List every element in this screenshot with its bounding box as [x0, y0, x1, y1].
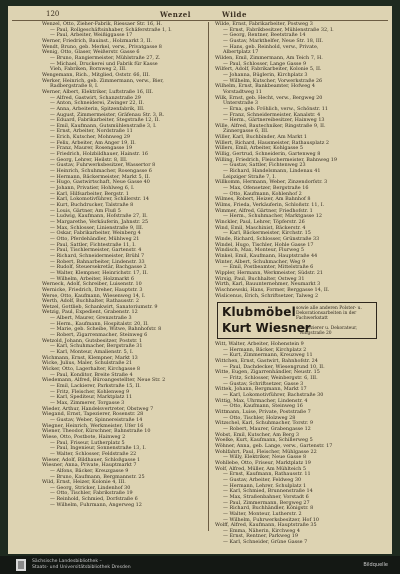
- directory-entry: Wilk, Ernst, geb. Hecht, verw., Bergweg 20: [215, 94, 323, 101]
- directory-entry: — Felix, Arbeiter, Am Anger 19, II.: [50, 139, 136, 146]
- directory-entry: — Gustav, Schriftsetzer, Gasse 3: [223, 380, 304, 387]
- directory-entry: Winckler, Paul, Lehrer, Töpferstr. 26: [215, 218, 305, 225]
- footer-text: [32, 559, 131, 570]
- directory-entry: — Alfons, Bäcker, Kreuzgasse 9: [50, 467, 129, 474]
- directory-entry: — Albert, Maurer, Grenzstraße 3: [50, 315, 132, 322]
- directory-entry: Wicke, Julius, Maler, Schulstraße 21: [42, 360, 133, 367]
- directory-entry: — Gustav, Sattler, Fichtenweg 23: [223, 162, 306, 169]
- footer-line1: Sächsische Landesbibliothek –: [32, 559, 102, 564]
- directory-entry: — Hermann, Bäckermeister, Markt 5, II.: [50, 173, 151, 180]
- directory-entry: — Bruno, Kaufmann, Bergmannstr. 25: [50, 473, 145, 480]
- directory-entry: Wilden, Emil, Zimmermann, Am Teich 7, H.: [215, 54, 323, 61]
- directory-entry: Willkomm, Hermann, Weber, Zinzendorfstr. 3: [215, 179, 328, 186]
- directory-entry: — Reinhold, Schmied, Dorfstraße 6: [50, 496, 138, 503]
- directory-entry: — Gustav, Arbeiter, Feldweg 30: [223, 476, 302, 483]
- directory-entry: Willer, Karl, Buchbinder, Am Markt 1: [215, 134, 308, 141]
- directory-entry: Wenig, Otto, Glaser, Weißerstr. Gasse 6: [42, 49, 140, 56]
- directory-entry: Willert, Richard, Hausmeister, Rathausplatz 2: [215, 139, 330, 146]
- right-column-top-entries: [215, 22, 377, 299]
- directory-entry: Wendt, Bruno, geb. Merkel, verw., Privatgasse 8: [42, 43, 162, 50]
- directory-entry: — Max, Zimmerer, Torgasse 3: [50, 399, 125, 406]
- directory-entry: Radbergstraße 8, I.: [50, 83, 99, 90]
- directory-entry: — Alfred, Gastwirt, Schanzstraße 29: [50, 94, 141, 101]
- directory-entry: Wicker, Otto, Lagerhalter, Kirchgasse 8: [42, 366, 140, 373]
- directory-entry: — Richard, Schneidermeister, Brühl 7: [50, 252, 145, 259]
- directory-entry: Willers, Emil, Arbeiter, Kohlgasse 5: [215, 145, 303, 152]
- directory-entry: — Herm., Schuhmacher, Marktgasse 12: [223, 213, 322, 220]
- directory-entry: Woelke, Kurt, Kaufmann, Schillerweg 5: [215, 437, 313, 444]
- directory-entry: Wöhner, Anna, geb. Lange, verw., Gartenstr. 17: [215, 442, 333, 449]
- directory-entry: — Otto, Kaufmann, Steinweg 16: [223, 403, 303, 410]
- directory-entry: — Georg, Lehrer, Heilstr. 8, III.: [50, 156, 128, 163]
- directory-entry: Wittek, Johann, Bergmann, Markt 17: [215, 386, 307, 393]
- directory-entry: Wiese, Otto, Postbote, Hainweg 2: [42, 433, 126, 440]
- directory-entry: Wernicke, Friedrich, Dreher, Hauptstr. 3: [42, 286, 143, 293]
- directory-entry: — Hermann, Lehrer, Schulplatz 1: [223, 482, 307, 489]
- directory-entry: Wichmann, Ernst, Klempner, Markt 13: [42, 354, 138, 361]
- directory-entry: — Paul, Konditor, Breite Straße 4: [50, 371, 133, 378]
- directory-entry: Witzschel, Karl, Schuhmacher, Torstr. 9: [215, 420, 314, 427]
- directory-entry: — Herm., Kaufmann, Hospitalstr. 20, II.: [50, 320, 149, 327]
- directory-entry: — Ernst, Arbeiter, Nordstraße 11: [50, 128, 133, 135]
- directory-entry: — Wilhelm, Fuhrwerksbesitzer, Hof 10: [223, 516, 320, 523]
- directory-entry: — Paul, Sattler, Fichtestraße 11, I.: [50, 241, 136, 248]
- directory-entry: Werneck, Adolf, Schreiber, Luisenstr. 10: [42, 281, 142, 288]
- directory-entry: Wieser, Adolf, Bildhauer, Schloßgasse 1: [42, 456, 141, 463]
- directory-entry: — Georg, Rentner, Beetstraße 14: [223, 32, 306, 39]
- directory-entry: — Karl, Schneider, Grüne Gasse 7: [223, 539, 308, 546]
- directory-entry: Wetzig, Paul, Expedient, Grabenstr. 12: [42, 309, 138, 316]
- directory-entry: — Anton, Schneiderei, Zwinger 22, II.: [50, 100, 145, 107]
- directory-entry: Vieh, Fabriken, Bornweg 2, III.: [50, 66, 127, 73]
- directory-entry: Wille, Alfred, Bautechniker, Ringstraße 9, II.: [215, 122, 326, 129]
- library-logo-icon: [16, 559, 26, 571]
- running-header: [12, 9, 388, 21]
- directory-entry: Witt, Walter, Arbeiter, Hohenstein 9: [215, 341, 304, 348]
- directory-entry: — Robert, Bahnarbeiter, Lindenstr. 33: [50, 258, 145, 265]
- directory-entry: — Karl, Lokomotivführer, Bachstraße 30: [223, 392, 324, 399]
- directory-entry: Wittchen, Ernst, Gastwirt, Bahnhofstr. 24: [215, 358, 318, 365]
- directory-entry: Leipziger Straße 7, I.: [223, 173, 276, 180]
- directory-entry: — Walter, Monteur, Lutherstr. 2: [223, 510, 302, 517]
- directory-entry: Wittig, Max, Uhrmacher, Lindenstr. 4: [215, 397, 308, 404]
- right-column-bottom-entries: [215, 342, 377, 546]
- directory-entry: — Eduard, Fabrikarbeiter, Stegstraße 12, II.: [50, 117, 160, 124]
- directory-entry: — Wilhelm, Kutscher, Vorwerkstraße 26: [223, 77, 323, 84]
- directory-entry: — Ernst, Rentner, Parkweg 19: [223, 533, 299, 540]
- directory-entry: — Johann, Privatier, Hohlweg 6, I.: [50, 185, 135, 192]
- directory-entry: — Kurt, Zimmermann, Kreuzweg 11: [223, 352, 313, 359]
- directory-entry: Wiegand, Ernst, Tapezierer, Rosenstr. 28: [42, 411, 144, 418]
- ad-brand-line2: Kurt Wiesner: [222, 321, 311, 336]
- directory-entry: Windel, Hugo, Tischler, Hohle Gasse 17: [215, 241, 314, 248]
- directory-entry: Wind, Emil, Maschinist, Bäckerstr. 4: [215, 224, 306, 231]
- directory-entry: — Margarethe, Verkäuferin, Jahnstr. 25: [50, 218, 149, 225]
- directory-entry: Albertplatz 17: [223, 49, 259, 56]
- directory-entry: Wenzel, Otto, Zieher-Fabrik, Riessaer Str. 16, H.: [42, 21, 163, 27]
- directory-entry: — Fritz, Schlosser, Weinbergstr. 6, III.: [223, 375, 318, 382]
- directory-entry: Werner, Albert, Elektriker, Luftstraße 16, III.: [42, 88, 154, 95]
- directory-entry: Wetzold, Johann, Gutsbesitzer, Poststr. 1: [42, 337, 143, 344]
- directory-entry: — Emil, Kaufmann, Gutsmühlenstraße 3, I.: [50, 122, 157, 129]
- directory-entry: Witte, Eugen, Zigarrenhändler, Neustr. 15: [215, 369, 320, 376]
- directory-entry: — Willy, Elektriker, Neue Gasse 8: [223, 454, 307, 461]
- directory-entry: — Heinrich, Schuhmacher, Rosengasse 6: [50, 168, 152, 175]
- directory-entry: Wilmes, Robert, Heizer, Am Bahnhof 8: [215, 196, 311, 203]
- directory-entry: — Ernst, Fabrikbesitzer, Mühlenstraße 32, I.: [223, 26, 334, 33]
- directory-entry: Werner, Friedrich, Bauinst., Holzmarkt 3, II.: [42, 37, 152, 44]
- directory-entry: — Kurt, Buchdrucker, Talstraße 8: [50, 202, 134, 208]
- directory-entry: — Paul, Rollgeschäftsinhaber, Schäferstraße 1, I.: [50, 26, 172, 33]
- directory-page: [8, 6, 392, 554]
- directory-entry: Wild, Ernst, Heizer, Kolonie 4, III.: [42, 479, 126, 486]
- directory-entry: — Max, Ofensetzer, Bergstraße 16: [223, 185, 309, 192]
- directory-entry: — Emil, Postbeamter, Mittelstraße 6: [223, 264, 314, 271]
- directory-entry: — Fritz, Fleischer, Kohlenweg 9: [50, 388, 130, 395]
- directory-entry: — Louis, Gärtner, Am Fluß 5: [50, 207, 121, 214]
- directory-entry: — Richard, Handelsmann, Lindenau 41: [223, 168, 321, 175]
- directory-entry: Willig, Gertrud, Schneiderin, Gartenweg 8: [215, 151, 321, 158]
- directory-entry: — Michael, Druckerei und Fabrik für Kasse: [50, 60, 158, 67]
- directory-entry: — Wilhelm, Arbeiter, Holzmarkt 6: [50, 275, 134, 282]
- directory-entry: Werth, Adolf, Buchhalter, Rathausstr. 2: [42, 298, 139, 305]
- directory-entry: Wiegner, Heinrich, Werkmeister, Ufer 16: [42, 422, 144, 429]
- directory-entry: — Paul, Friseur, Lutherplatz 5: [50, 439, 125, 446]
- directory-entry: Wischnewski, Hans, Former, Berggasse 14, II.: [215, 286, 330, 293]
- right-catchword: Wilde: [222, 10, 247, 19]
- directory-entry: Windisch, Max, Monteur, Flurweg 5: [215, 247, 304, 254]
- directory-entry: — Emma, Näherin, Kirchweg 4: [223, 527, 301, 534]
- ad-brand-line1: Klubmöbel: [222, 305, 296, 320]
- directory-entry: — Robert, Maurer, Grabengasse 12: [223, 426, 311, 432]
- advertisement-box: [217, 302, 377, 339]
- directory-entry: Wieder, Arthur, Handelsvertreter, Obstweg 7: [42, 405, 154, 412]
- ad-tagline: sowie alle anderen Polster- u. Dekorationsarbeiten in der Fachwerkstatt: [296, 306, 362, 322]
- directory-entry: — Paul, Dachdecker, Wiesengrund 10, II.: [223, 363, 325, 370]
- footer-line2: Staats- und Universitätsbibliothek Dresden: [32, 564, 131, 570]
- directory-entry: Wilhelm, Ernst, Bankbeamter, Hofweg 4: [215, 83, 315, 90]
- directory-entry: Wiener, Theodor, Kürschner, Bahnstraße 10: [42, 428, 151, 435]
- directory-entry: Wohllebe, Otto, Friseur, Marktplatz 19: [215, 459, 311, 466]
- directory-entry: — Otto, Pferdehändler, Mühlweg 21: [50, 235, 140, 242]
- directory-entry: — Paul, Arbeiter, Weißiggasse 17: [50, 32, 133, 39]
- directory-entry: — Paul, Ingenieur, Sonnenstraße 13, I.: [50, 445, 146, 452]
- directory-entry: Wiesner, Anna, Private, Hauptmarkt 7: [42, 462, 137, 469]
- directory-entry: — Gustav, Fuhrwerksbesitzer, Wassertor 8: [50, 162, 156, 169]
- page-number: 120: [46, 10, 60, 18]
- directory-entry: — Karl, Hilfsarbeiter, Bergstr. 1: [50, 190, 129, 197]
- directory-entry: — Emil, Lackierer, Parkstraße 15, II.: [50, 383, 141, 389]
- directory-entry: — August, Zimmermeister, Gräfenau Str. 3, R.: [50, 111, 165, 118]
- directory-entry: Wittmann, Luise, Private, Poststraße 7: [215, 409, 311, 416]
- directory-entry: — Erna, geb. Fröhlich, verw., Schönstr. 11: [223, 105, 328, 112]
- directory-entry: — Otto, Tischler, Holzweg 28: [223, 414, 296, 421]
- directory-entry: — Gustav, Weber, Spinnereistraße 14: [50, 416, 143, 423]
- directory-entry: — Karl, Schuhmacher, Bergstraße 31: [50, 343, 143, 350]
- directory-entry: — Paul, Zimmermann, Bergweg 27: [223, 499, 310, 506]
- directory-entry: — Erich, Kutscher, Mohnweg 29: [50, 134, 131, 141]
- directory-entry: Willing, Friedrich, Fleischermeister, Bahnweg 19: [215, 156, 338, 163]
- directory-entry: — Georg, Stricker, Lindenhof 30: [50, 484, 131, 491]
- directory-entry: Wippler, Hermann, Werkmeister, Südstr. 21: [215, 269, 324, 276]
- directory-entry: — Oskar, Fabrikarbeiter, Weinberg 4: [50, 230, 141, 237]
- directory-entry: — Bruno, Rangiermeister, Mühlstraße 27, Z.: [50, 54, 161, 61]
- directory-entry: — Karl, Lokomotivführer, Schillerstr. 14: [50, 196, 150, 203]
- directory-entry: — Herm., Gärtnereibesitzer, Hainweg 13: [223, 117, 325, 124]
- directory-entry: — Marie, geb. Scheibe, Witwe, Bahnhofstr. 8: [50, 326, 162, 333]
- directory-entry: Wilfert, Adolf, Fabrikarbeiter, Kolonie 5, II.: [215, 66, 322, 73]
- directory-entry: Werker, Heinrich, geb. Zimmermann, verw., Bier,: [42, 77, 164, 84]
- footer-bar: [0, 556, 400, 574]
- directory-entry: Wolff, Alfred, Kaufmann, Hauptstraße 35: [215, 522, 317, 529]
- directory-entry: Wiedemann, Alfred, Büroangestellter, Neue Str. 2: [42, 377, 166, 384]
- directory-entry: — Karl, Monteur, Amalienstr. 5, I.: [50, 349, 134, 356]
- directory-entry: Wetzel, Gottlieb, Schankwirt, Sanatoriumstr. 9: [42, 303, 158, 310]
- directory-entry: — Ernst, Kaufmann, Rathausstr. 11: [223, 471, 311, 478]
- directory-entry: — Franz, Maurer, Rosengasse 19: [50, 145, 133, 152]
- directory-entry: — Walter, Schlosser, Feldstraße 22: [50, 450, 137, 457]
- column-divider: [208, 22, 209, 531]
- directory-entry: — Otto, Kaufmann, Kohlenhof 2: [223, 190, 302, 197]
- footer-right-label: Bildquelle: [363, 562, 388, 568]
- directory-entry: — Karl, Bäckermeister, Kirchstr. 15: [223, 230, 311, 237]
- directory-entry: — Rudolf, Steuersekretär, Bachgasse 2: [50, 264, 147, 271]
- directory-entry: — Otto, Tischler, Fabrikstraße 19: [50, 490, 133, 497]
- directory-entry: — Hugo, Gastwirtschaft, Neue Gasse 40: [50, 179, 150, 186]
- directory-entry: — Hermann, Bäcker, Kirchplatz 2: [223, 346, 307, 353]
- directory-entry: — Karl, Schmied, Brunnenstraße 14: [223, 488, 313, 495]
- directory-entry: Wimmer, Alfred, Gärtner, Friedhofstr. 1: [215, 207, 313, 214]
- directory-entry: Wilde, Ernst, Fabrikarbeiter, Postweg 3: [215, 21, 313, 27]
- directory-entry: Winde, Richard, Schlosser, Grünstraße 33: [215, 235, 320, 242]
- directory-entry: — Gustav, Markthelfer, Neue Str. 18, III.: [223, 37, 324, 44]
- directory-entry: Winkel, Emil, Kaufmann, Hauptstraße 44: [215, 252, 318, 259]
- directory-entry: — Wilhelm, Fuhrmann, Angerweg 12: [50, 501, 142, 508]
- directory-entry: Wolf, Alfred, Müller, Am Mühlteich 5: [215, 465, 306, 472]
- directory-entry: — Robert, Zigarrenmacher, Steinweg 6: [50, 332, 148, 339]
- directory-entry: Wengemann, Rich., Mitglied, Oststr. 66, III.: [42, 71, 150, 78]
- directory-entry: Winter, Albert, Schuhmacher, Weg 9: [215, 258, 306, 265]
- directory-entry: — Karl, Spediteur, Marktplatz 11: [50, 394, 133, 401]
- directory-entry: — Anna, Arbeiterin, Spitzenfabrik, III.: [50, 105, 145, 112]
- left-catchword: Wenzel: [160, 10, 191, 19]
- directory-entry: — Friedrich, Holzbildhauer, Hainstr. 16: [50, 151, 148, 158]
- right-column: [215, 21, 377, 546]
- directory-entry: Wislicenus, Erich, Schriftsetzer, Talweg 2: [215, 292, 319, 299]
- directory-entry: — Ludwig, Kaufmann, Hofstraße 27, II.: [50, 213, 148, 220]
- directory-entry: Wobst, Emil, Kutscher, Am Berg 3: [215, 431, 300, 438]
- directory-entry: Vorstadtweg 11: [223, 88, 262, 95]
- directory-entry: — Paul, Tischlermeister, Gartenstr. 4: [50, 247, 142, 254]
- directory-entry: — Max, Straßenbahner, Vorstadt 6: [223, 493, 309, 500]
- directory-entry: — Walter, Klempner, Heinrichstr. 17, II.: [50, 269, 148, 276]
- ad-address: Tapezierer u. Dekorateur, Ringstraße 20: [300, 326, 358, 337]
- directory-entry: — Max, Schlosser, Linienstraße 9, III.: [50, 224, 144, 231]
- directory-entry: — Hans, geb. Reinhold, verw., Private,: [223, 43, 319, 50]
- left-column: [42, 22, 202, 531]
- directory-entry: Wirsig, Paul, Buchhalter, Ostweg 31: [215, 275, 305, 282]
- directory-entry: — Paul, Schlosser, Lange Gasse 9: [223, 60, 307, 67]
- directory-entry: Wirth, Karl, Bauunternehmer, Neumarkt 3: [215, 281, 321, 288]
- directory-entry: — Johanna, Büglerin, Kirchplatz 3: [223, 71, 308, 78]
- directory-entry: — Franz, Schneidermeister, Kanalstr. 4: [223, 111, 321, 118]
- directory-entry: Unterstraße 3: [223, 100, 259, 107]
- directory-entry: Wilms, Frieda, Verkäuferin, Schloßstr. 11, I.: [215, 202, 325, 208]
- directory-entry: — Richard, Buchhändler, Königstr. 8: [223, 505, 314, 512]
- directory-entry: Werse, Otto, Kaufmann, Wiesenweg 14, I.: [42, 292, 146, 299]
- directory-entry: Wohlfahrt, Paul, Fleischer, Mühlgasse 22: [215, 448, 317, 455]
- directory-entry: Zinnergasse 6, III.: [223, 128, 269, 135]
